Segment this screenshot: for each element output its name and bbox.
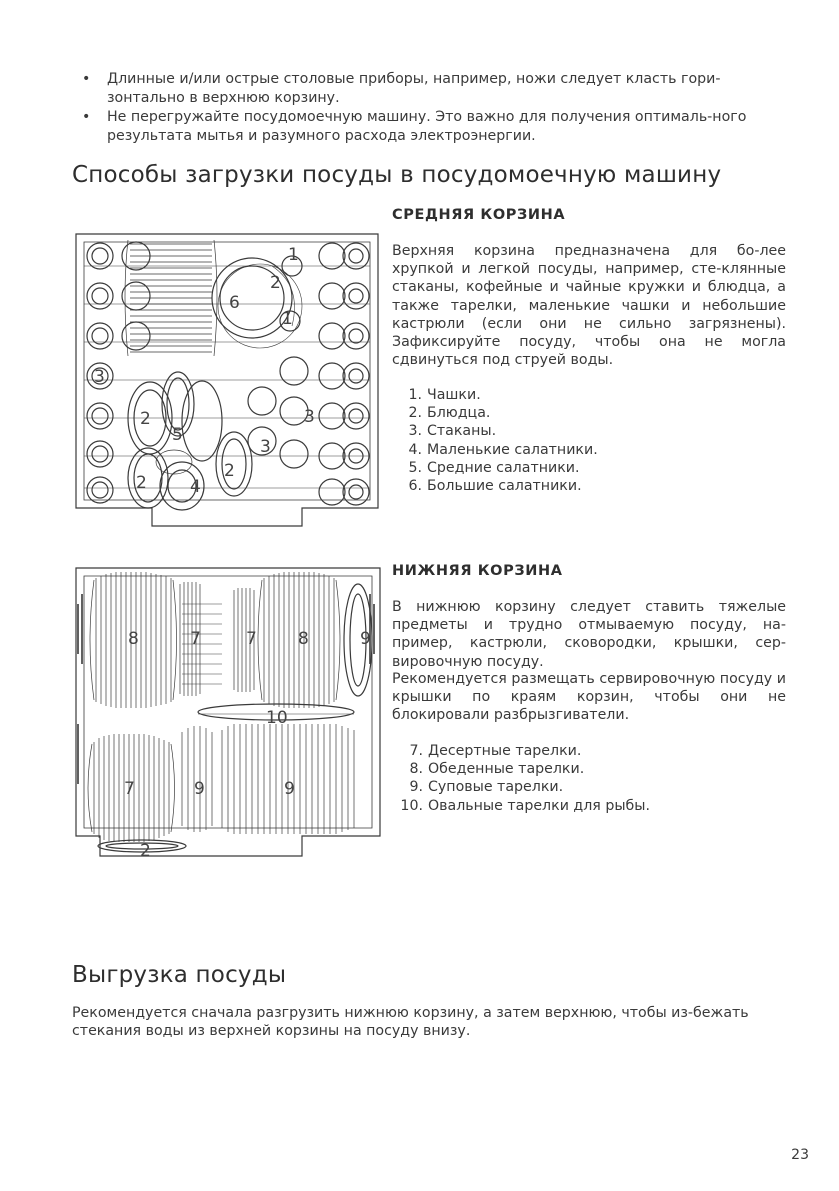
list-item [392,422,598,440]
lower-diagram-label-7b: 7 [246,629,257,649]
list-item [392,441,598,459]
item-number: 2. [408,405,422,422]
bullet-item [80,70,780,108]
list-item [392,459,598,477]
middle-basket-description: Верхняя корзина предназначена для бо-лее хрупкой и легкой посуды, например, сте-клянные стаканы, кофейные и чайные кружки и блюдца, а также тарелки, маленькие чашки и небольшие кастрюли (если они не сильно загрязнены). Зафиксируйте посуду, чтобы она не могла сдвинуться под струей воды. [392,243,786,369]
lower-basket-recommendation: Рекомендуется размещать сервировочную посуду и крышки по краям корзин, чтобы они не блокировали разбрызгиватели. [392,671,786,724]
middle-diagram-label-3a: 3 [94,367,105,387]
middle-basket-glasses [248,357,308,468]
item-label: Чашки. [427,387,481,403]
bullet-symbol: • [82,109,91,125]
lower-diagram-label-2: 2 [140,841,151,861]
lower-diagram-label-10: 10 [266,708,288,728]
middle-basket-large-bowl [212,256,302,348]
unloading-description: Рекомендуется сначала разгрузить нижнюю корзину, а затем верхнюю, чтобы из-бежать стекания воды из верхней корзины на посуду внизу. [72,1005,749,1040]
lower-basket-heading: НИЖНЯЯ КОРЗИНА [392,563,563,579]
bullet-item [80,108,780,146]
item-label: Десертные тарелки. [428,743,582,759]
loading-section-title: Способы загрузки посуды в посудомоечную машину [72,162,722,188]
list-item [392,386,598,404]
lower-diagram-label-8a: 8 [128,629,139,649]
lower-diagram-label-7c: 7 [124,779,135,799]
lower-diagram-label-7a: 7 [190,629,201,649]
list-item [392,778,650,796]
middle-basket-diagram [72,226,382,536]
middle-basket-heading: СРЕДНЯЯ КОРЗИНА [392,207,566,223]
item-number: 7. [409,743,423,759]
middle-diagram-label-1: 1 [288,245,299,265]
unloading-section-title: Выгрузка посуды [72,962,287,988]
middle-basket-cups-right [319,243,369,505]
middle-diagram-label-6: 6 [229,293,240,313]
lower-diagram-label-9a: 9 [360,629,371,649]
list-item [392,760,650,778]
lower-diagram-label-9b: 9 [194,779,205,799]
lower-diagram-label-8b: 8 [298,629,309,649]
item-number: 1. [408,387,422,403]
lower-basket-item-list [392,742,650,815]
item-number: 3. [408,423,422,440]
item-label: Блюдца. [427,405,491,422]
item-label: Овальные тарелки для рыбы. [428,797,651,814]
item-label: Маленькие салатники. [427,441,598,458]
middle-basket-saucer-stack [125,240,217,356]
intro-bullet-list [80,70,780,146]
lower-basket-diagram [72,564,384,862]
bullet-symbol: • [82,71,91,87]
item-number: 4. [408,441,422,458]
lower-diagram-label-9c: 9 [284,779,295,799]
item-label: Суповые тарелки. [428,779,564,796]
item-number: 8. [409,761,423,778]
item-number: 6. [408,478,422,495]
list-item [392,477,598,495]
lower-basket-soup-plates-bottom [182,724,354,834]
middle-diagram-label-2a: 2 [270,273,281,293]
lower-basket-description: В нижнюю корзину следует ставить тяжелые предметы и трудно отмываемую посуду, на-пример, кастрюли, сковородки, крышки, сер-вировочную посуду. [392,599,786,670]
middle-basket-item-list [392,386,598,495]
bullet-text: Не перегружайте посудомоечную машину. Это важно для получения оптималь-ного результата мытья и разумного расхода электроэнергии. [107,109,747,144]
item-label: Большие салатники. [427,478,582,495]
middle-diagram-label-2d: 2 [224,461,235,481]
middle-diagram-label-3c: 3 [260,437,271,457]
middle-diagram-label-4: 4 [190,477,201,497]
middle-diagram-label-2b: 2 [140,409,151,429]
item-number: 5. [408,459,422,476]
item-number: 9. [409,779,423,796]
page-number: 23 [791,1147,809,1163]
item-label: Обеденные тарелки. [428,761,585,778]
middle-diagram-label-1b: 1 [282,309,293,329]
item-label: Стаканы. [427,423,497,440]
list-item [392,742,650,760]
list-item [392,404,598,422]
middle-diagram-label-5: 5 [172,425,183,445]
list-item [392,797,650,815]
middle-diagram-label-3b: 3 [304,407,315,427]
middle-diagram-label-2c: 2 [136,473,147,493]
item-label: Средние салатники. [427,459,580,476]
bullet-text: Длинные и/или острые столовые приборы, например, ножи следует класть гори-зонтально в верхнюю корзину. [107,71,721,106]
item-number: 10. [400,797,423,814]
